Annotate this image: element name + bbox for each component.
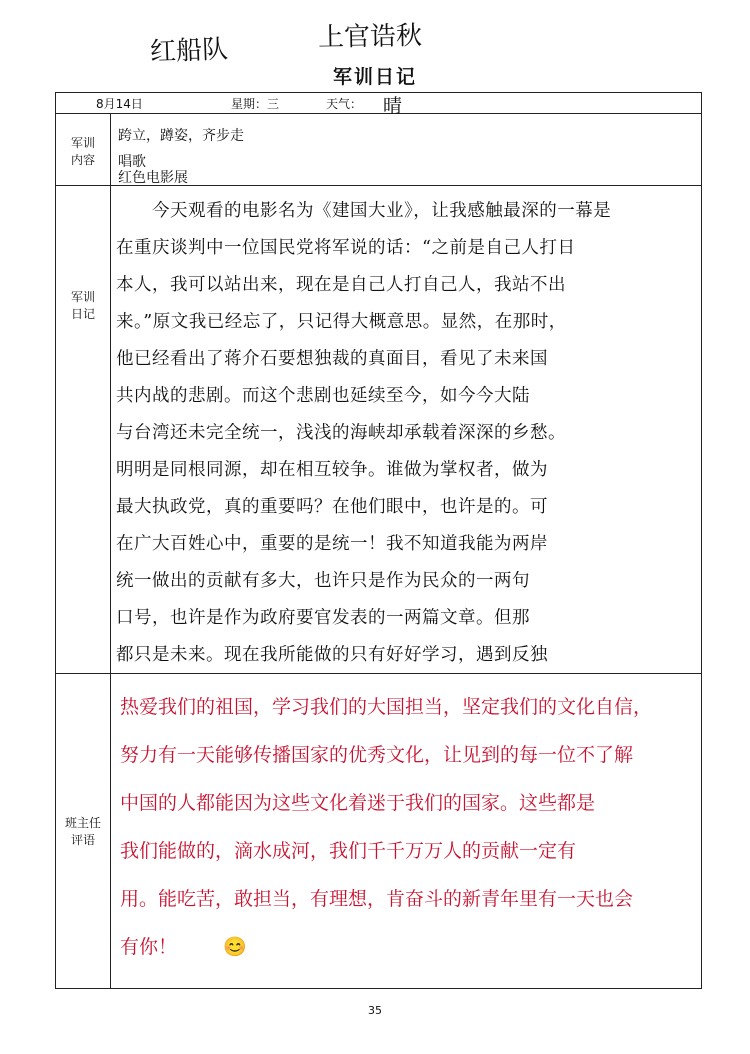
label-training-content: 军训 内容 xyxy=(70,136,95,167)
diary-line: 最大执政党，真的重要吗？在他们眼中，也许是的。可 xyxy=(116,497,548,517)
weekday-field: 星期：三 xyxy=(231,97,280,111)
diary-line: 明明是同根同源，却在相互较争。谁做为掌权者，做为 xyxy=(116,460,548,480)
diary-line: 与台湾还未完全统一，浅浅的海峡却承载着深深的乡愁。 xyxy=(116,423,566,443)
diary-line: 都只是未来。现在我所能做的只有好好学习，遇到反独 xyxy=(116,645,548,665)
comment-line: 我们能做的，滴水成河，我们千千万万人的贡献一定有 xyxy=(120,840,577,862)
diary-line: 在广大百姓心中，重要的是统一！我不知道我能为两岸 xyxy=(116,534,548,554)
diary-sheet xyxy=(55,92,702,989)
training-item: 唱歌 xyxy=(118,154,146,170)
teacher-comment-body xyxy=(120,683,698,988)
row-divider xyxy=(56,673,701,674)
diary-line: 来。”原文我已经忘了，只记得大概意思。显然，在那时， xyxy=(116,312,567,332)
diary-line: 今天观看的电影名为《建国大业》，让我感触最深的一幕是 xyxy=(116,201,612,221)
date-field: 8月14日 xyxy=(96,97,143,111)
diary-line: 本人，我可以站出来，现在是自己人打自己人，我站不出 xyxy=(116,275,566,295)
label-training-diary: 军训 日记 xyxy=(70,290,95,321)
diary-line: 共内战的悲剧。而这个悲剧也延续至今，如今今大陆 xyxy=(116,386,530,406)
weather-value: 晴 xyxy=(383,95,403,117)
smiley-icon: 😊 xyxy=(223,936,247,958)
training-item: 跨立，蹲姿，齐步走 xyxy=(118,128,244,144)
diary-line: 他已经看出了蒋介石要想独裁的真面目，看见了未来国 xyxy=(116,349,548,369)
weather-label: 天气： xyxy=(326,97,363,111)
comment-line xyxy=(120,923,698,971)
comment-line-text: 有你！ xyxy=(120,936,178,958)
diary-body xyxy=(116,193,698,673)
training-item: 红色电影展 xyxy=(118,170,188,186)
student-name: 上官诰秋 xyxy=(317,21,423,53)
page-number: 35 xyxy=(368,1004,382,1017)
comment-line: 用。能吃苦，敢担当，有理想，肯奋斗的新青年里有一天也会 xyxy=(120,888,634,910)
comment-line: 中国的人都能因为这些文化着迷于我们的国家。这些都是 xyxy=(120,792,596,814)
squad-name: 红船队 xyxy=(149,34,229,68)
page-title: 军训日记 xyxy=(332,66,417,88)
diary-line: 在重庆谈判中一位国民党将军说的话：“之前是自己人打日 xyxy=(116,238,576,258)
comment-line: 努力有一天能够传播国家的优秀文化，让见到的每一位不了解 xyxy=(120,744,634,766)
diary-line: 口号，也许是作为政府要官发表的一两篇文章。但那 xyxy=(116,608,530,628)
comment-line: 热爱我们的祖国，学习我们的大国担当，坚定我们的文化自信， xyxy=(120,696,653,718)
label-teacher-comment: 班主任 评语 xyxy=(64,816,101,847)
row-divider xyxy=(56,113,701,114)
diary-line: 统一做出的贡献有多大，也许只是作为民众的一两句 xyxy=(116,571,530,591)
column-divider xyxy=(110,113,111,988)
